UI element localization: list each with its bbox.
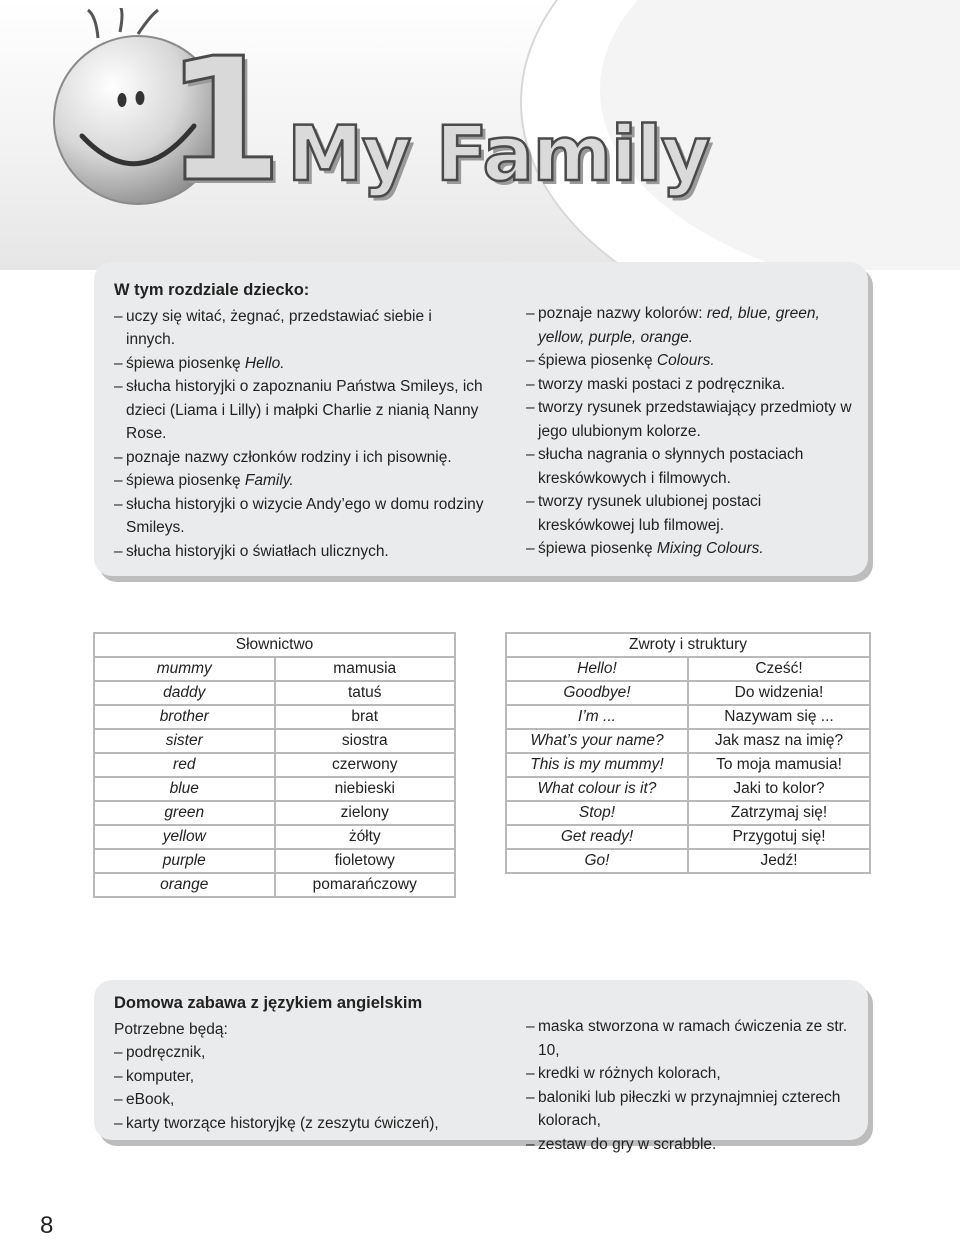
english-word: orange	[94, 873, 275, 897]
table-row	[94, 705, 455, 729]
dash-bullet: –	[114, 1114, 123, 1132]
home-play-right-column	[526, 1015, 861, 1156]
item-emphasis: Mixing Colours.	[656, 540, 764, 557]
home-play-intro: Potrzebne będą:	[114, 1020, 228, 1038]
table-row	[94, 777, 455, 801]
item-text: tworzy rysunek przedstawiający przedmioty w jego ulubionym kolorze.	[538, 399, 852, 440]
dash-bullet: –	[114, 378, 123, 395]
english-word: sister	[94, 729, 275, 753]
table-row	[506, 753, 870, 777]
polish-word: tatuś	[275, 681, 456, 705]
polish-phrase: Nazywam się ...	[688, 705, 870, 729]
polish-word: czerwony	[275, 753, 456, 777]
chapter-name: My Family	[287, 109, 710, 198]
dash-bullet: –	[114, 495, 123, 513]
english-word: brother	[94, 705, 275, 729]
list-item	[114, 1088, 494, 1112]
dash-bullet: –	[114, 448, 123, 466]
item-emphasis: red, blue, green, yellow, purple, orange.	[538, 305, 820, 346]
list-item	[526, 490, 856, 537]
list-item	[114, 305, 484, 352]
table-row	[94, 801, 455, 825]
table-row	[94, 753, 455, 777]
dash-bullet: –	[526, 1088, 535, 1106]
phrases-table	[505, 632, 871, 874]
english-phrase: Go!	[506, 849, 688, 873]
phrases-title: Zwroty i struktury	[506, 633, 870, 657]
polish-phrase: To moja mamusia!	[688, 753, 870, 777]
chapter-title	[165, 22, 710, 220]
polish-phrase: Cześć!	[688, 657, 870, 681]
objectives-left-column	[114, 279, 484, 563]
polish-word: mamusia	[275, 657, 456, 681]
polish-phrase: Do widzenia!	[688, 681, 870, 705]
english-phrase: Hello!	[506, 657, 688, 681]
item-text: podręcznik,	[126, 1044, 206, 1061]
item-text: słucha historyjki o zapoznaniu Państwa Smileys, ich dzieci (Liama i Lilly) i małpki Charlie z nianią Nanny Rose.	[126, 378, 483, 442]
item-text: tworzy maski postaci z podręcznika.	[538, 375, 786, 393]
item-text: poznaje nazwy kolorów:	[538, 305, 707, 322]
english-word: green	[94, 801, 275, 825]
dash-bullet: –	[526, 399, 535, 416]
objectives-right-list	[526, 302, 856, 561]
dash-bullet: –	[114, 354, 123, 372]
list-item	[114, 375, 484, 446]
dash-bullet: –	[526, 540, 535, 557]
item-text: śpiewa piosenkę	[538, 540, 657, 557]
item-emphasis: Family.	[244, 472, 294, 489]
list-item	[526, 349, 856, 373]
dash-bullet: –	[114, 472, 123, 489]
polish-phrase: Jak masz na imię?	[688, 729, 870, 753]
list-item	[526, 373, 856, 397]
item-text: zestaw do gry w scrabble.	[538, 1135, 717, 1153]
item-text: komputer,	[126, 1067, 195, 1085]
dash-bullet: –	[526, 1018, 535, 1035]
table-row	[94, 849, 455, 873]
dash-bullet: –	[526, 375, 535, 393]
table-row	[506, 849, 870, 873]
item-text: tworzy rysunek ulubionej postaci kreskówkowej lub filmowej.	[538, 493, 762, 534]
table-row	[506, 681, 870, 705]
polish-word: brat	[275, 705, 456, 729]
item-emphasis: Colours.	[656, 352, 715, 369]
objectives-left-list	[114, 305, 484, 564]
list-item	[114, 540, 484, 564]
list-item	[114, 1065, 494, 1089]
table-row	[506, 705, 870, 729]
dash-bullet: –	[526, 446, 535, 463]
dash-bullet: –	[526, 305, 535, 322]
list-item	[114, 446, 484, 470]
polish-word: zielony	[275, 801, 456, 825]
item-text: słucha historyjki o wizycie Andy’ego w domu rodziny Smileys.	[126, 495, 484, 536]
list-item	[526, 443, 856, 490]
list-item	[526, 537, 856, 561]
item-text: kredki w różnych kolorach,	[538, 1065, 721, 1082]
polish-word: pomarańczowy	[275, 873, 456, 897]
list-item	[114, 469, 484, 493]
objectives-heading: W tym rozdziale dziecko:	[114, 281, 310, 299]
dash-bullet: –	[114, 1067, 123, 1085]
english-word: mummy	[94, 657, 275, 681]
dash-bullet: –	[114, 1091, 123, 1108]
home-play-left-list	[114, 1041, 494, 1135]
list-item	[114, 493, 484, 540]
table-row	[506, 657, 870, 681]
english-phrase: What colour is it?	[506, 777, 688, 801]
item-emphasis: Hello.	[244, 354, 285, 372]
table-row	[94, 657, 455, 681]
polish-phrase: Przygotuj się!	[688, 825, 870, 849]
item-text: maska stworzona w ramach ćwiczenia ze str. 10,	[538, 1018, 848, 1059]
english-word: yellow	[94, 825, 275, 849]
table-row	[506, 777, 870, 801]
dash-bullet: –	[526, 493, 535, 510]
table-row	[506, 729, 870, 753]
vocabulary-table	[93, 632, 456, 898]
polish-word: niebieski	[275, 777, 456, 801]
page-number: 8	[40, 1212, 54, 1239]
table-row	[94, 729, 455, 753]
list-item	[114, 352, 484, 376]
home-play-left-column	[114, 992, 494, 1135]
polish-word: fioletowy	[275, 849, 456, 873]
english-phrase: Goodbye!	[506, 681, 688, 705]
english-phrase: This is my mummy!	[506, 753, 688, 777]
dash-bullet: –	[526, 1065, 535, 1082]
item-text: baloniki lub piłeczki w przynajmniej czterech kolorach,	[538, 1088, 841, 1129]
chapter-header-banner	[0, 0, 960, 270]
english-word: blue	[94, 777, 275, 801]
list-item	[526, 1062, 861, 1086]
english-phrase: What’s your name?	[506, 729, 688, 753]
item-text: śpiewa piosenkę	[126, 472, 245, 489]
list-item	[526, 302, 856, 349]
english-phrase: Get ready!	[506, 825, 688, 849]
dash-bullet: –	[114, 1044, 123, 1061]
table-row	[506, 825, 870, 849]
polish-phrase: Jaki to kolor?	[688, 777, 870, 801]
english-word: red	[94, 753, 275, 777]
table-row	[94, 681, 455, 705]
objectives-right-column	[526, 302, 856, 561]
item-text: słucha nagrania o słynnych postaciach kreskówkowych i filmowych.	[538, 446, 804, 487]
list-item	[526, 1086, 861, 1133]
item-text: poznaje nazwy członków rodziny i ich pisownię.	[126, 448, 452, 466]
list-item	[114, 1041, 494, 1065]
polish-phrase: Zatrzymaj się!	[688, 801, 870, 825]
home-play-heading: Domowa zabawa z językiem angielskim	[114, 994, 423, 1012]
dash-bullet: –	[526, 1135, 535, 1153]
item-text: eBook,	[126, 1091, 175, 1108]
dash-bullet: –	[114, 542, 123, 560]
list-item	[526, 1133, 861, 1157]
polish-word: żółty	[275, 825, 456, 849]
table-row	[94, 825, 455, 849]
english-phrase: Stop!	[506, 801, 688, 825]
item-text: śpiewa piosenkę	[538, 352, 657, 369]
item-text: słucha historyjki o światłach ulicznych.	[126, 542, 389, 560]
dash-bullet: –	[526, 352, 535, 369]
dash-bullet: –	[114, 307, 123, 325]
item-text: karty tworzące historyjkę (z zeszytu ćwiczeń),	[126, 1114, 439, 1132]
polish-word: siostra	[275, 729, 456, 753]
item-text: śpiewa piosenkę	[126, 354, 245, 372]
table-row	[94, 873, 455, 897]
home-play-right-list	[526, 1015, 861, 1156]
list-item	[114, 1112, 494, 1136]
list-item	[526, 1015, 861, 1062]
list-item	[526, 396, 856, 443]
english-word: purple	[94, 849, 275, 873]
table-row	[506, 801, 870, 825]
vocabulary-title: Słownictwo	[94, 633, 455, 657]
polish-phrase: Jedź!	[688, 849, 870, 873]
chapter-number: 1	[165, 22, 284, 220]
item-text: uczy się witać, żegnać, przedstawiać siebie i innych.	[126, 307, 432, 348]
english-word: daddy	[94, 681, 275, 705]
english-phrase: I’m ...	[506, 705, 688, 729]
